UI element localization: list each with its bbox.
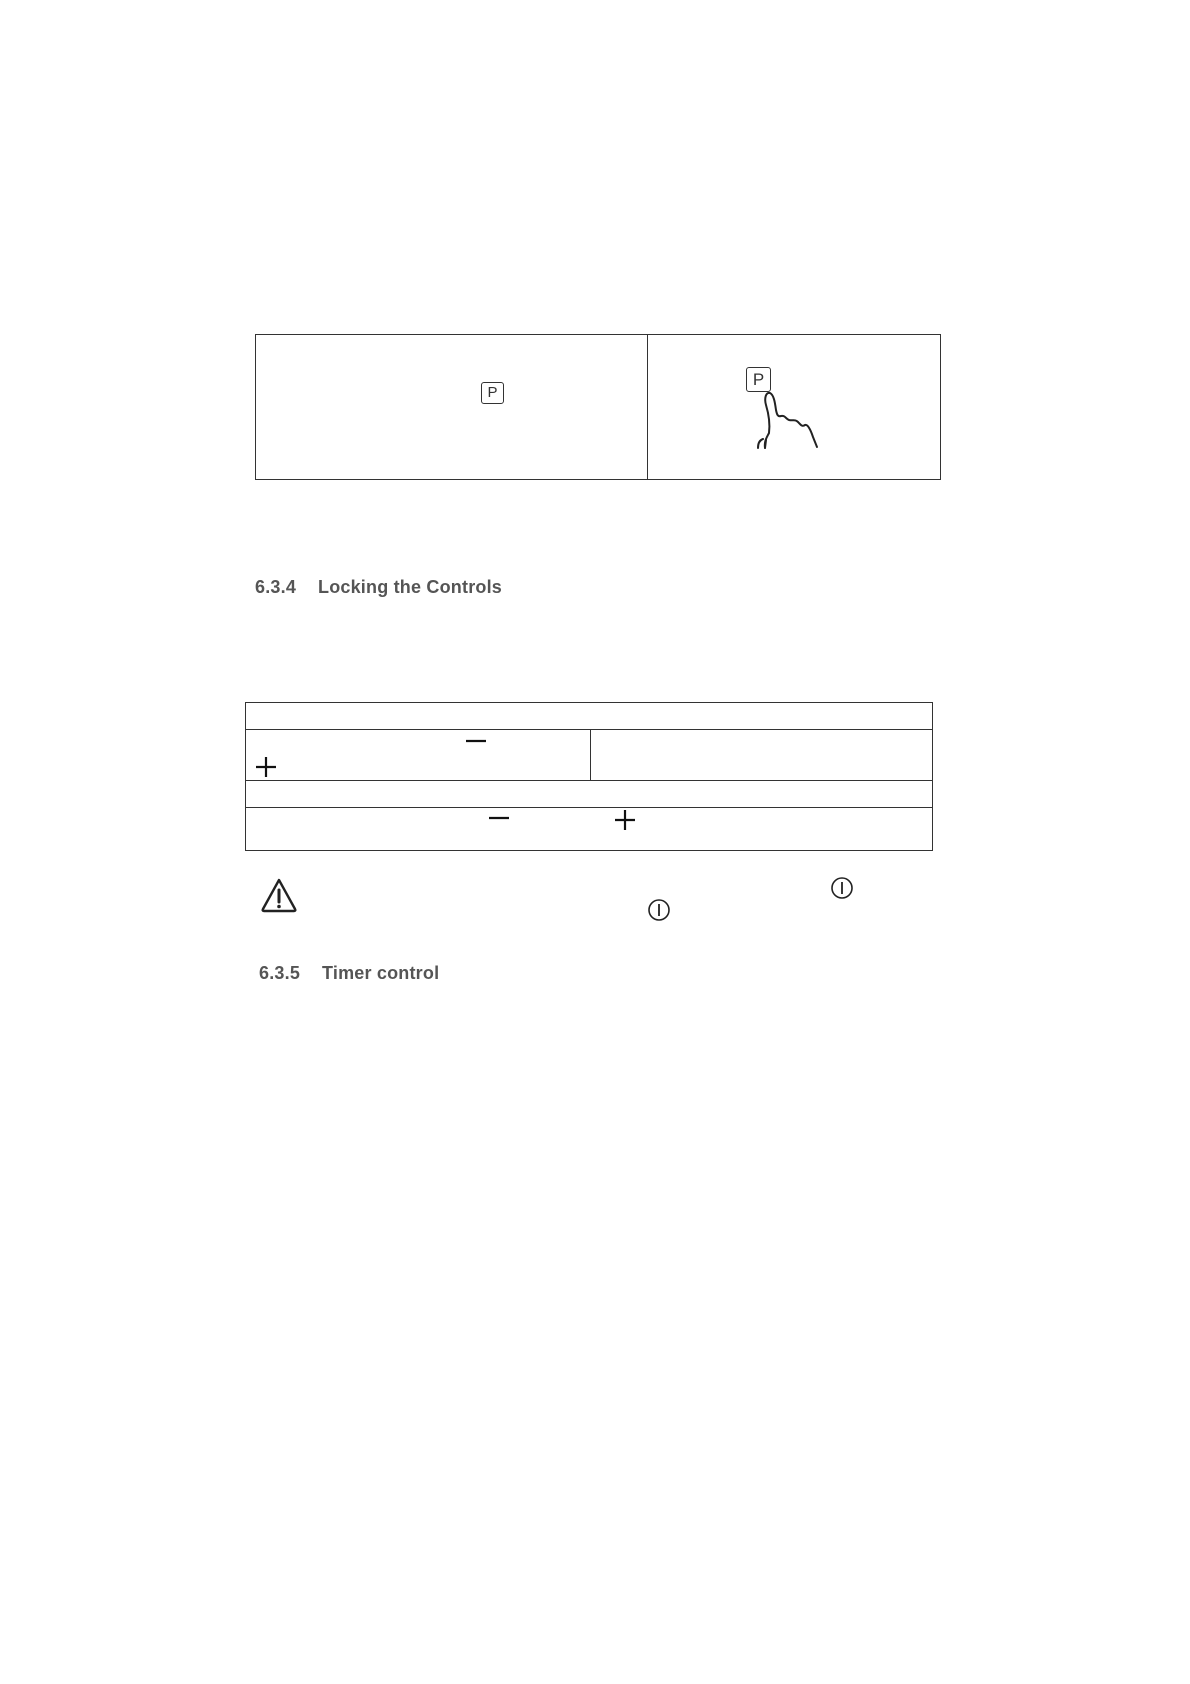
power-icon — [647, 898, 671, 922]
warning-triangle-icon — [260, 877, 298, 913]
pause-illustration-table — [255, 334, 941, 480]
section-number: 6.3.5 — [259, 963, 301, 983]
table-row-divider — [245, 807, 933, 808]
pause-table-divider — [647, 334, 648, 480]
section-heading-timer — [259, 963, 439, 984]
pause-key-icon: P — [481, 382, 504, 404]
table-row-divider — [245, 729, 933, 730]
table-column-divider — [590, 729, 591, 780]
minus-icon — [465, 738, 487, 744]
pause-key-icon: P — [746, 367, 771, 392]
section-number: 6.3.4 — [255, 577, 297, 597]
plus-icon — [255, 756, 277, 778]
pointing-hand-icon — [755, 385, 835, 450]
minus-icon — [488, 815, 510, 821]
section-heading-locking — [255, 577, 502, 598]
section-title: Timer control — [322, 963, 440, 983]
locking-table — [245, 702, 933, 851]
plus-icon — [614, 809, 636, 831]
section-title: Locking the Controls — [318, 577, 502, 597]
power-icon — [830, 876, 854, 900]
table-row-divider — [245, 780, 933, 781]
